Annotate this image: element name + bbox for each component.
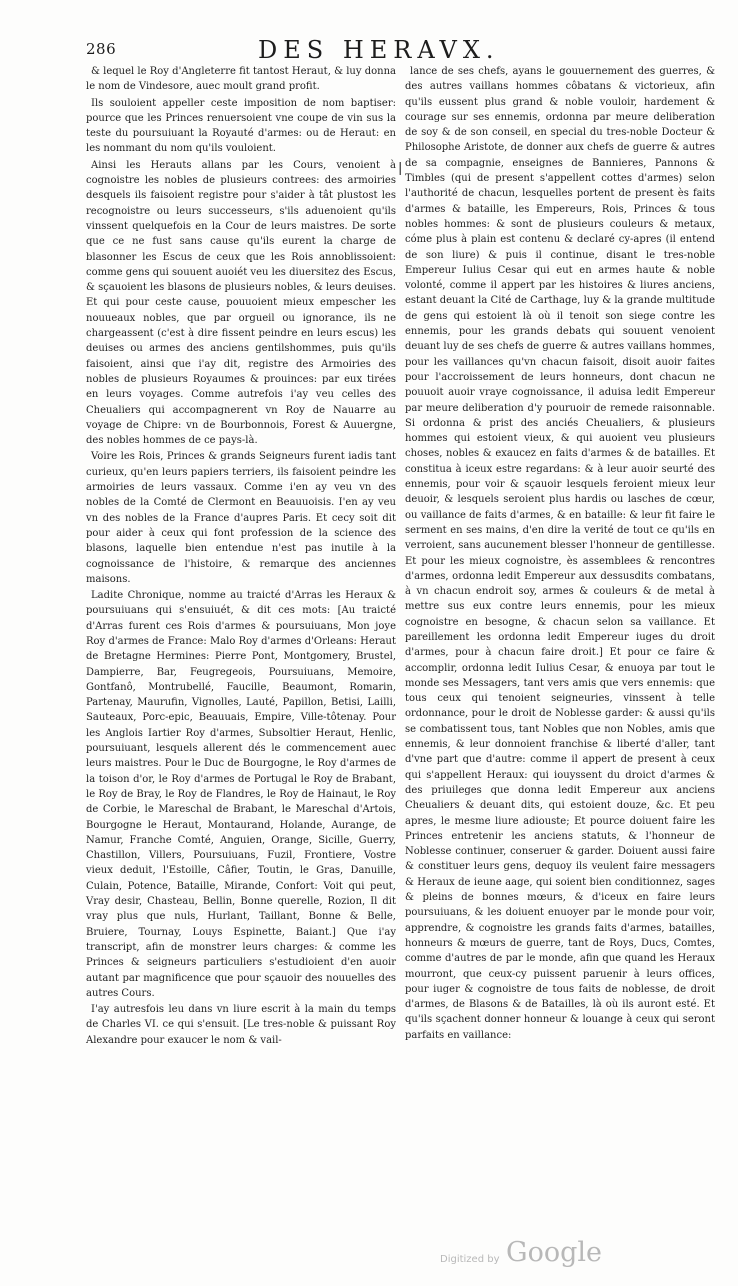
- digitized-watermark: [440, 1235, 610, 1271]
- paragraph: & lequel le Roy d'Angleterre fit tantost Heraut, & luy donna le nom de Vindesore, auec moult grand profit.: [86, 66, 396, 93]
- right-text-column: [405, 64, 715, 1043]
- watermark-prefix: Digitized by: [440, 1254, 500, 1265]
- left-text-column: [86, 64, 396, 1048]
- margin-marker-icon: |: [398, 161, 403, 176]
- google-logo: Google: [506, 1237, 602, 1268]
- page-number: 286: [86, 40, 117, 58]
- paragraph: Voire les Rois, Princes & grands Seigneurs furent iadis tant curieux, qu'en leurs papiers terriers, ils faisoient peindre les armoiries de leurs vassaux. Comme i'en ay veu vn des nobles de la Comté de Clermont en Beauuoisis. I'en ay veu vn des nobles de la France d'aupres Paris. Et cecy soit dit pour aider à ceux qui font profession de la science des blasons, laquelle bien entendue n'est pas inutile à la cognoissance de l'histoire, & remarque des anciennes maisons.: [86, 451, 396, 585]
- paragraph: lance de ses chefs, ayans le gouuernement des guerres, & des autres vaillans hommes côbatans & victorieux, afin qu'ils eussent plus grand & noble vouloir, hardement & courage sur ses ennemis, ordonna par meure deliberation de soy & de son conseil, en special du tres-noble Docteur & Philosophe Aristote, de donner aux chefs de guerre & autres de sa compagnie, enseignes de Bannieres, Pannons & Timbles (qui de present s'appellent cottes d'armes) selon l'authorité de chacun, lesquelles portent de present ès faits d'armes & bataille, les Empereurs, Rois, Princes & tous nobles hommes: & sont de plusieurs couleurs & metaux, cóme plus à plain est contenu & declaré cy-apres (il entend de son liure) & puis il continue, disant le tres-noble Empereur Iulius Cesar qui eut en armes haute & noble volonté, comme il appert par les histoires & liures anciens, estant deuant la Cité de Carthage, luy & la grande multitude de gens qui estoient là où il tenoit son siege contre les ennemis, pour les grands debats qui souuent venoient deuant luy de ses chefs de guerre & autres vaillans hommes, pour les vaillances qu'vn chacun faisoit, disoit auoir faites pour l'accroissement de leurs honneurs, dont chacun ne pouuoit auoir vraye cognoissance, il aduisa ledit Empereur par meure deliberation d'y pouruoir de remede raisonnable. Si ordonna & prist des anciés Cheualiers, & plusieurs hommes qui estoient vieux, & qui auoient veu plusieurs choses, nobles & exaucez en faits d'armes & de batailles. Et constitua à iceux estre regardans: & à leur auoir seurté des ennemis, pour voir & sçauoir lesquels feroient mieux leur deuoir, & lesquels seroient plus hardis ou lasches de cœur, ou vaillance de faits d'armes, & en bataille: & leur fit faire le serment en ses mains, d'en dire la verité de tout ce qu'ils en verroient, sans aucunement blesser l'honneur de gentillesse. Et pour les mieux cognoistre, ès assemblees & rencontres d'armes, ordonna ledit Empereur aux dessusdits combatans, à vn chacun endroit soy, armes & couleurs & de metal à mettre sus eux contre leurs ennemis, pour les mieux cognoistre en besogne, & chacun selon sa vaillance. Et pareillement les ordonna ledit Empereur iuges du droit d'armes, pour à chacun faire droit.] Et pour ce faire & accomplir, ordonna ledit Iulius Cesar, & enuoya par tout le monde ses Messagers, tant vers amis que vers ennemis: que tous ceux qui tenoient seigneuries, vinssent à telle ordonnance, pour le droit de Noblesse garder: & aussi qu'ils se combatissent tous, tant Nobles que non Nobles, amis que ennemis, & leur donnoient franchise & liberté d'aller, tant d'vne part que d'autre: comme il appert de present à ceux qui s'appellent Heraux: qui iouyssent du droict d'armes & des priuileges que donna ledit Empereur aux anciens Cheualiers & deuant dits, qui estoient douze, &c. Et peu apres, le mesme liure adiouste; Et pource doiuent faire les Princes entretenir les anciens statuts, & l'honneur de Noblesse continuer, conseruer & garder. Doiuent aussi faire & constituer leurs gens, dequoy ils veulent faire messagers & Heraux de ieune aage, qui soient bien conditionnez, sages & pleins de bonnes mœurs, & d'iceux en faire leurs poursuiuans, & les doiuent enuoyer par le monde pour voir, apprendre, & cognoistre les grands faits d'armes, batailles, honneurs & mœurs de guerre, tant de Roys, Ducs, Comtes, comme d'autres de par le monde, afin que quand les Heraux mourront, que ceux-cy puissent paruenir à leurs offices, pour iuger & cognoistre de tous faits de noblesse, de droit d'armes, de Blasons & de Batailles, là où ils auront esté. Et qu'ils sçachent donner honneur & louange à ceux qui seront parfaits en vaillance:: [405, 66, 715, 1041]
- paragraph: Ainsi les Herauts allans par les Cours, venoient à cognoistre les nobles de plusieurs contrees: des armoiries desquels ils faisoient registre pour s'aider à tât plustost les recognoistre ou leurs successeurs, s'ils aduenoient qu'ils vinssent quelquefois en la Cour de leurs maistres. De sorte que ce ne fust sans cause qu'ils eurent la charge de blasonner les Escus de ceux que les Rois annoblissoient: comme gens qui souuent auoiét veu les diuersitez des Escus, & sçauoient les blasons de plusieurs nobles, & leurs deuises. Et qui pour ceste cause, pouuoient mieux empescher les nouueaux nobles, que par orgueil ou ignorance, ils ne chargeassent (c'est à dire fissent peindre en leurs escus) les deuises ou armes des anciens gentilshommes, puis qu'ils faisoient, ainsi que i'ay dit, registre des Armoiries des nobles de plusieurs Royaumes & prouinces: par eux tirées en leurs voyages. Comme autrefois i'ay veu celles des Cheualiers qui accompagnerent vn Roy de Nauarre au voyage de Chipre: vn de Bourbonnois, Forest & Auuergne, des nobles hommes de ce pays-là.: [86, 159, 396, 447]
- paragraph: Ladite Chronique, nomme au traicté d'Arras les Heraux & poursuiuans qui s'ensuiuét, & dit ces mots: [Au traicté d'Arras furent ces Rois d'armes & poursuiuans, Mon joye Roy d'armes de France: Malo Roy d'armes d'Orleans: Heraut de Bretagne Hermines: Pierre Pont, Montgomery, Brustel, Dampierre, Bar, Feugregeois, Poursuiuans, Memoire, Gontfanô, Montrubellé, Faucille, Beaumont, Romarin, Partenay, Maurufin, Vignolles, Lauté, Papillon, Betisi, Lailli, Sauteaux, Porc-epic, Beauuais, Empire, Ville-tôtenay. Pour les Anglois Iartier Roy d'armes, Subsoltier Heraut, Henlic, poursuiuant, lesquels allerent dés le commencement auec leurs maistres. Pour le Duc de Bourgogne, le Roy d'armes de la toison d'or, le Roy d'armes de Portugal le Roy de Brabant, le Roy de Bray, le Roy de Flandres, le Roy de Hainaut, le Roy de Corbie, le Mareschal de Brabant, le Mareschal d'Artois, Bourgogne le Heraut, Montaurand, Holande, Aurange, de Namur, Franche Comté, Anguien, Orange, Sicille, Guerry, Chastillon, Villers, Poursuiuans, Fuzil, Frontiere, Vostre vieux deduit, l'Estoille, Câfier, Toutin, le Gras, Danuille, Culain, Potence, Bataille, Mirande, Confort: Voit qui peut, Vray desir, Chasteau, Bellin, Bonne querelle, Rozion, Il dit vray plus que nuls, Hurlant, Taillant, Bonne & Belle, Bruiere, Tournay, Louys Espinette, Baiant.] Que i'ay transcript, afin de monstrer leurs charges: & comme les Princes & seigneurs particuliers s'estudioient d'en auoir autant par magnificence que pour sçauoir des nouuelles des autres Cours.: [86, 590, 396, 999]
- paragraph: I'ay autresfois leu dans vn liure escrit à la main du temps de Charles VI. ce qui s'ensuit. [Le tres-noble & puissant Roy Alexandre pour exaucer le nom & vail-: [86, 1004, 396, 1046]
- running-title: DES HERAVX.: [258, 36, 500, 64]
- paragraph: Ils souloient appeller ceste imposition de nom baptiser: pource que les Princes renuersoient vne coupe de vin sus la teste du poursuiuant la Royauté d'armes: ou de Heraut: en les nommant du nom qu'ils vouloient.: [86, 97, 396, 155]
